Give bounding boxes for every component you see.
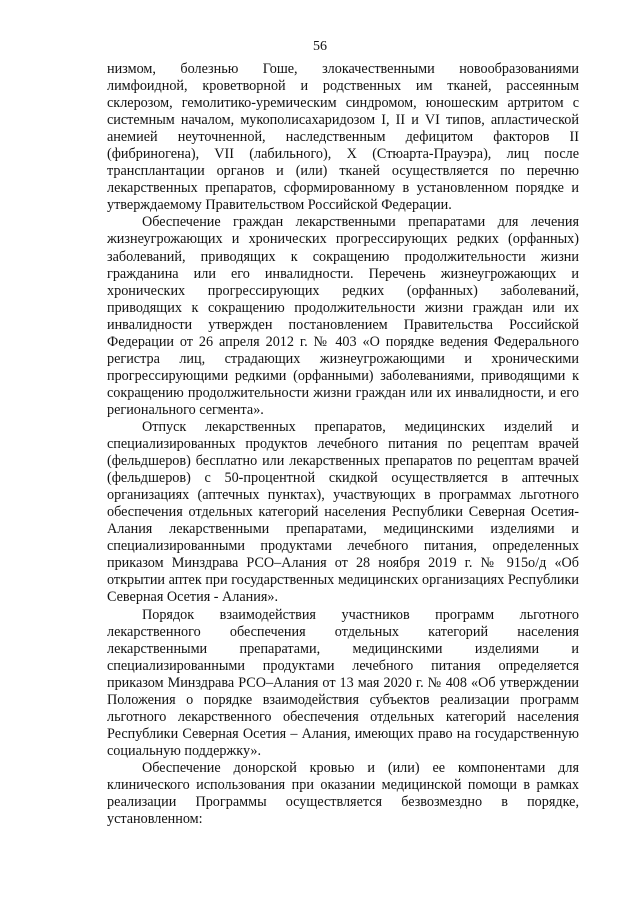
paragraph-donor-blood: Обеспечение донорской кровью и (или) ее компонентами для клинического использования при оказании медицинской помощи в рамках реализации Программы осуществляется безвозмездно в порядке, установленном: [107,759,579,828]
paragraph-orphan-diseases: Обеспечение граждан лекарственными препаратами для лечения жизнеугрожающих и хронических прогрессирующих редких (орфанных) заболеваний, приводящих к сокращению продолжительности жизни гражданина или его инвалидности. Перечень жизнеугрожающих и хронических прогрессирующих редких (орфанных) заболеваний, приводящих к сокращению продолжительности жизни граждан или их инвалидности утвержден постановлением Правительства Российской Федерации от 26 апреля 2012 г. № 403 «О порядке ведения Федерального регистра лиц, страдающих жизнеугрожающими и хроническими прогрессирующими редкими (орфанными) заболеваниями, приводящими к сокращению продолжительности жизни граждан или их инвалидности, и его регионального сегмента». [107,214,579,418]
paragraph-drug-dispensing: Отпуск лекарственных препаратов, медицинских изделий и специализированных продуктов лечебного питания по рецептам врачей (фельдшеров) бесплатно или лекарственных препаратов по рецептам врачей (фельдшеров) с 50-процентной скидкой осуществляется в аптечных организациях (аптечных пунктах), участвующих в программах льготного обеспечения отдельных категорий населения Республики Северная Осетия-Алания лекарственными препаратами, медицинскими изделиями и специализированными продуктами лечебного питания, определенных приказом Минздрава РСО–Алания от 28 ноября 2019 г. № 915о/д «Об открытии аптек при государственных медицинских организациях Республики Северная Осетия - Алания». [107,418,579,606]
paragraph-continuation: низмом, болезнью Гоше, злокачественными новообразованиями лимфоидной, кроветворной и родственных им тканей, рассеянным склерозом, гемолитико-уремическим синдромом, юношеским артритом с системным началом, мукополисахаридозом I, II и VI типов, апластической анемией неуточненной, наследственным дефицитом факторов II (фибриногена), VII (лабильного), X (Стюарта-Прауэра), лиц после трансплантации органов и (или) тканей осуществляется по перечню лекарственных препаратов, сформированному в установленном порядке и утверждаемому Правительством Российской Федерации. [107,61,579,214]
body-text [107,61,579,828]
paragraph-interaction-order: Порядок взаимодействия участников программ льготного лекарственного обеспечения отдельных категорий населения лекарственными препаратами, медицинскими изделиями и специализированными продуктами лечебного питания определяется приказом Минздрава РСО–Алания от 13 мая 2020 г. № 408 «Об утверждении Положения о порядке взаимодействия субъектов реализации программ льготного лекарственного обеспечения отдельных категорий населения Республики Северная Осетия – Алания, имеющих право на государственную социальную поддержку». [107,606,579,759]
page-number: 56 [313,39,327,54]
